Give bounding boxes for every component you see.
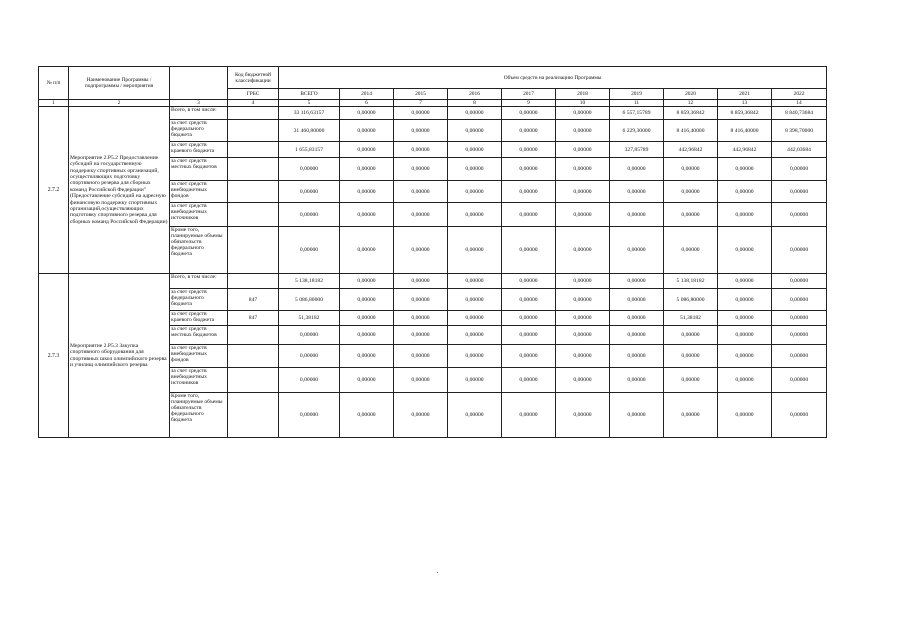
section-index: 2.7.2 — [39, 107, 69, 274]
year-value: 0,00000 — [556, 326, 610, 345]
year-value: 0,00000 — [772, 289, 827, 311]
year-value: 0,00000 — [772, 274, 827, 289]
year-value: 0,00000 — [340, 158, 394, 181]
scan-speck — [437, 572, 438, 573]
column-index: 3 — [170, 100, 228, 107]
year-value: 0,00000 — [340, 289, 394, 311]
year-value: 0,00000 — [448, 107, 502, 120]
year-value: 0,00000 — [718, 311, 772, 326]
section-index: 2.7.3 — [39, 274, 69, 438]
section-name: Мероприятие 2.Р5.3 Закупка спортивного оборудования для спортивных школ олимпийского резерва и училищ олимпийского резерва — [69, 274, 170, 438]
header-year: 2015 — [394, 89, 448, 100]
table-row — [39, 107, 827, 120]
funding-source: за счет средств внебюджетных фондов — [170, 181, 228, 203]
year-value: 8 416,40000 — [718, 120, 772, 142]
grbs-code: 847 — [228, 311, 279, 326]
year-value: 0,00000 — [340, 227, 394, 274]
table-row — [39, 274, 827, 289]
year-value: 0,00000 — [340, 120, 394, 142]
year-value: 0,00000 — [502, 274, 556, 289]
year-value: 0,00000 — [394, 181, 448, 203]
grbs-code — [228, 158, 279, 181]
program-budget-table — [38, 66, 827, 438]
column-index: 12 — [664, 100, 718, 107]
year-value: 0,00000 — [772, 181, 827, 203]
year-value: 51,38182 — [664, 311, 718, 326]
year-value: 0,00000 — [772, 158, 827, 181]
funding-source: за счет средств внебюджетных источников — [170, 203, 228, 227]
funding-source: за счет средств местных бюджетов — [170, 326, 228, 345]
header-year: 2020 — [664, 89, 718, 100]
document-page — [38, 66, 825, 438]
year-value: 0,00000 — [556, 227, 610, 274]
year-value: 0,00000 — [502, 227, 556, 274]
column-index: 14 — [772, 100, 827, 107]
year-value: 0,00000 — [340, 203, 394, 227]
header-year: 2022 — [772, 89, 827, 100]
year-value: 0,00000 — [502, 368, 556, 393]
year-value: 0,00000 — [556, 181, 610, 203]
grbs-code — [228, 107, 279, 120]
year-value: 0,00000 — [394, 274, 448, 289]
year-value: 0,00000 — [340, 181, 394, 203]
year-value: 0,00000 — [448, 289, 502, 311]
year-value: 0,00000 — [718, 326, 772, 345]
header-year: 2018 — [556, 89, 610, 100]
funding-source: Всего, в том числе: — [170, 107, 228, 120]
column-index-row — [39, 100, 827, 107]
year-value: 0,00000 — [502, 393, 556, 438]
year-value: 0,00000 — [448, 345, 502, 368]
funding-source: за счет средств местных бюджетов — [170, 158, 228, 181]
header-year: 2014 — [340, 89, 394, 100]
total-value: 5 138,18182 — [279, 274, 340, 289]
year-value: 0,00000 — [394, 142, 448, 158]
header-grbs: ГРБС — [228, 89, 279, 100]
year-value: 0,00000 — [610, 203, 664, 227]
year-value: 5 138,18182 — [664, 274, 718, 289]
grbs-code — [228, 345, 279, 368]
year-value: 0,00000 — [718, 368, 772, 393]
column-index: 5 — [279, 100, 340, 107]
year-value: 0,00000 — [394, 393, 448, 438]
year-value: 0,00000 — [502, 181, 556, 203]
grbs-code — [228, 181, 279, 203]
year-value: 0,00000 — [718, 181, 772, 203]
year-value: 0,00000 — [502, 158, 556, 181]
year-value: 0,00000 — [556, 393, 610, 438]
year-value: 442,96842 — [664, 142, 718, 158]
year-value: 0,00000 — [448, 274, 502, 289]
year-value: 8 416,40000 — [664, 120, 718, 142]
column-index: 13 — [718, 100, 772, 107]
header-code: Код бюджетной классификации — [228, 67, 279, 89]
header-year: 2016 — [448, 89, 502, 100]
year-value: 0,00000 — [556, 289, 610, 311]
year-value: 6 557,15789 — [610, 107, 664, 120]
year-value: 0,00000 — [394, 158, 448, 181]
year-value: 0,00000 — [448, 326, 502, 345]
year-value: 8 859,36842 — [664, 107, 718, 120]
year-value: 8 840,73684 — [772, 107, 827, 120]
year-value: 0,00000 — [394, 311, 448, 326]
total-value: 1 655,83157 — [279, 142, 340, 158]
year-value: 0,00000 — [718, 203, 772, 227]
total-value: 0,00000 — [279, 203, 340, 227]
year-value: 0,00000 — [556, 120, 610, 142]
header-num: № п/п — [39, 67, 69, 100]
grbs-code: 847 — [228, 289, 279, 311]
year-value: 0,00000 — [448, 368, 502, 393]
year-value: 0,00000 — [664, 326, 718, 345]
total-value: 31 460,80000 — [279, 120, 340, 142]
funding-source: Кроме того, планируемые объемы обязательств федерального бюджета — [170, 393, 228, 438]
total-value: 0,00000 — [279, 393, 340, 438]
total-value: 0,00000 — [279, 368, 340, 393]
year-value: 0,00000 — [610, 368, 664, 393]
year-value: 0,00000 — [556, 345, 610, 368]
funding-source: за счет средств краевого бюджета — [170, 311, 228, 326]
grbs-code — [228, 120, 279, 142]
year-value: 0,00000 — [448, 311, 502, 326]
header-year: 2017 — [502, 89, 556, 100]
section-name: Мероприятие 2.Р5.2 Предоставление субсидий на государственную поддержку спортивных организаций, осуществляющих подготовку спортивного резерва для сборных команд Российской Федерации" (Предоставление субсидий на адресную финансовую поддержку спортивных организаций,осуществляющих подготовку спортивного резерва для сборных команд Российской Федерации) — [69, 107, 170, 274]
year-value: 442,96842 — [718, 142, 772, 158]
year-value: 8 859,36842 — [718, 107, 772, 120]
column-index: 8 — [448, 100, 502, 107]
total-value: 5 086,80000 — [279, 289, 340, 311]
year-value: 0,00000 — [664, 227, 718, 274]
funding-source: за счет средств федерального бюджета — [170, 289, 228, 311]
year-value: 0,00000 — [772, 368, 827, 393]
year-value: 0,00000 — [556, 203, 610, 227]
column-index: 2 — [69, 100, 170, 107]
year-value: 0,00000 — [394, 227, 448, 274]
year-value: 0,00000 — [502, 107, 556, 120]
column-index: 6 — [340, 100, 394, 107]
year-value: 0,00000 — [340, 311, 394, 326]
total-value: 33 116,63157 — [279, 107, 340, 120]
funding-source: Кроме того, планируемые объемы обязательств федерального бюджета — [170, 227, 228, 274]
year-value: 0,00000 — [556, 311, 610, 326]
total-value: 0,00000 — [279, 181, 340, 203]
year-value: 0,00000 — [718, 289, 772, 311]
year-value: 0,00000 — [664, 203, 718, 227]
year-value: 0,00000 — [502, 326, 556, 345]
year-value: 0,00000 — [664, 368, 718, 393]
year-value: 0,00000 — [610, 326, 664, 345]
year-value: 6 229,30000 — [610, 120, 664, 142]
year-value: 0,00000 — [610, 158, 664, 181]
grbs-code — [228, 368, 279, 393]
year-value: 0,00000 — [610, 289, 664, 311]
funding-source: Всего, в том числе: — [170, 274, 228, 289]
year-value: 0,00000 — [448, 203, 502, 227]
total-value: 0,00000 — [279, 345, 340, 368]
total-value: 0,00000 — [279, 158, 340, 181]
total-value: 51,38182 — [279, 311, 340, 326]
year-value: 0,00000 — [340, 326, 394, 345]
year-value: 0,00000 — [610, 274, 664, 289]
year-value: 0,00000 — [502, 142, 556, 158]
year-value: 0,00000 — [502, 345, 556, 368]
year-value: 0,00000 — [448, 142, 502, 158]
year-value: 0,00000 — [502, 120, 556, 142]
year-value: 0,00000 — [556, 107, 610, 120]
year-value: 0,00000 — [502, 203, 556, 227]
grbs-code — [228, 203, 279, 227]
column-index: 11 — [610, 100, 664, 107]
year-value: 5 086,80000 — [664, 289, 718, 311]
year-value: 0,00000 — [394, 203, 448, 227]
year-value: 0,00000 — [448, 158, 502, 181]
year-value: 0,00000 — [340, 393, 394, 438]
year-value: 0,00000 — [340, 368, 394, 393]
year-value: 442,03684 — [772, 142, 827, 158]
funding-source: за счет средств федерального бюджета — [170, 120, 228, 142]
year-value: 0,00000 — [610, 181, 664, 203]
total-value: 0,00000 — [279, 326, 340, 345]
year-value: 0,00000 — [556, 158, 610, 181]
header-row-1 — [39, 67, 827, 89]
grbs-code — [228, 227, 279, 274]
year-value: 0,00000 — [718, 158, 772, 181]
column-index: 9 — [502, 100, 556, 107]
year-value: 0,00000 — [610, 393, 664, 438]
year-value: 0,00000 — [502, 289, 556, 311]
header-year: 2019 — [610, 89, 664, 100]
year-value: 0,00000 — [448, 181, 502, 203]
table-body — [39, 67, 827, 438]
year-value: 0,00000 — [664, 158, 718, 181]
year-value: 0,00000 — [394, 368, 448, 393]
year-value: 0,00000 — [340, 345, 394, 368]
funding-source: за счет средств краевого бюджета — [170, 142, 228, 158]
year-value: 0,00000 — [610, 311, 664, 326]
year-value: 0,00000 — [772, 393, 827, 438]
header-source-blank — [170, 67, 228, 100]
year-value: 0,00000 — [718, 393, 772, 438]
year-value: 0,00000 — [772, 227, 827, 274]
year-value: 0,00000 — [556, 274, 610, 289]
grbs-code — [228, 326, 279, 345]
year-value: 0,00000 — [448, 120, 502, 142]
year-value: 0,00000 — [394, 345, 448, 368]
year-value: 0,00000 — [448, 393, 502, 438]
year-value: 0,00000 — [772, 345, 827, 368]
grbs-code — [228, 142, 279, 158]
year-value: 0,00000 — [610, 345, 664, 368]
column-index: 7 — [394, 100, 448, 107]
year-value: 0,00000 — [664, 181, 718, 203]
year-value: 0,00000 — [502, 311, 556, 326]
header-name: Наименование Программы / подпрограммы / мероприятия — [69, 67, 170, 100]
header-total: ВСЕГО — [279, 89, 340, 100]
total-value: 0,00000 — [279, 227, 340, 274]
year-value: 0,00000 — [718, 345, 772, 368]
year-value: 0,00000 — [448, 227, 502, 274]
year-value: 0,00000 — [664, 345, 718, 368]
column-index: 4 — [228, 100, 279, 107]
year-value: 0,00000 — [394, 326, 448, 345]
year-value: 0,00000 — [610, 227, 664, 274]
grbs-code — [228, 393, 279, 438]
year-value: 0,00000 — [394, 120, 448, 142]
year-value: 0,00000 — [772, 311, 827, 326]
year-value: 0,00000 — [556, 142, 610, 158]
year-value: 0,00000 — [718, 227, 772, 274]
grbs-code — [228, 274, 279, 289]
year-value: 0,00000 — [394, 107, 448, 120]
funding-source: за счет средств внебюджетных источников — [170, 368, 228, 393]
year-value: 0,00000 — [772, 326, 827, 345]
year-value: 0,00000 — [394, 289, 448, 311]
year-value: 0,00000 — [340, 274, 394, 289]
header-volume: Объем средств на реализацию Программы — [279, 67, 827, 89]
header-year: 2021 — [718, 89, 772, 100]
year-value: 0,00000 — [556, 368, 610, 393]
year-value: 0,00000 — [772, 203, 827, 227]
funding-source: за счет средств внебюджетных фондов — [170, 345, 228, 368]
year-value: 8 398,70000 — [772, 120, 827, 142]
year-value: 0,00000 — [340, 107, 394, 120]
year-value: 0,00000 — [718, 274, 772, 289]
column-index: 10 — [556, 100, 610, 107]
column-index: 1 — [39, 100, 69, 107]
year-value: 327,85789 — [610, 142, 664, 158]
year-value: 0,00000 — [664, 393, 718, 438]
year-value: 0,00000 — [340, 142, 394, 158]
